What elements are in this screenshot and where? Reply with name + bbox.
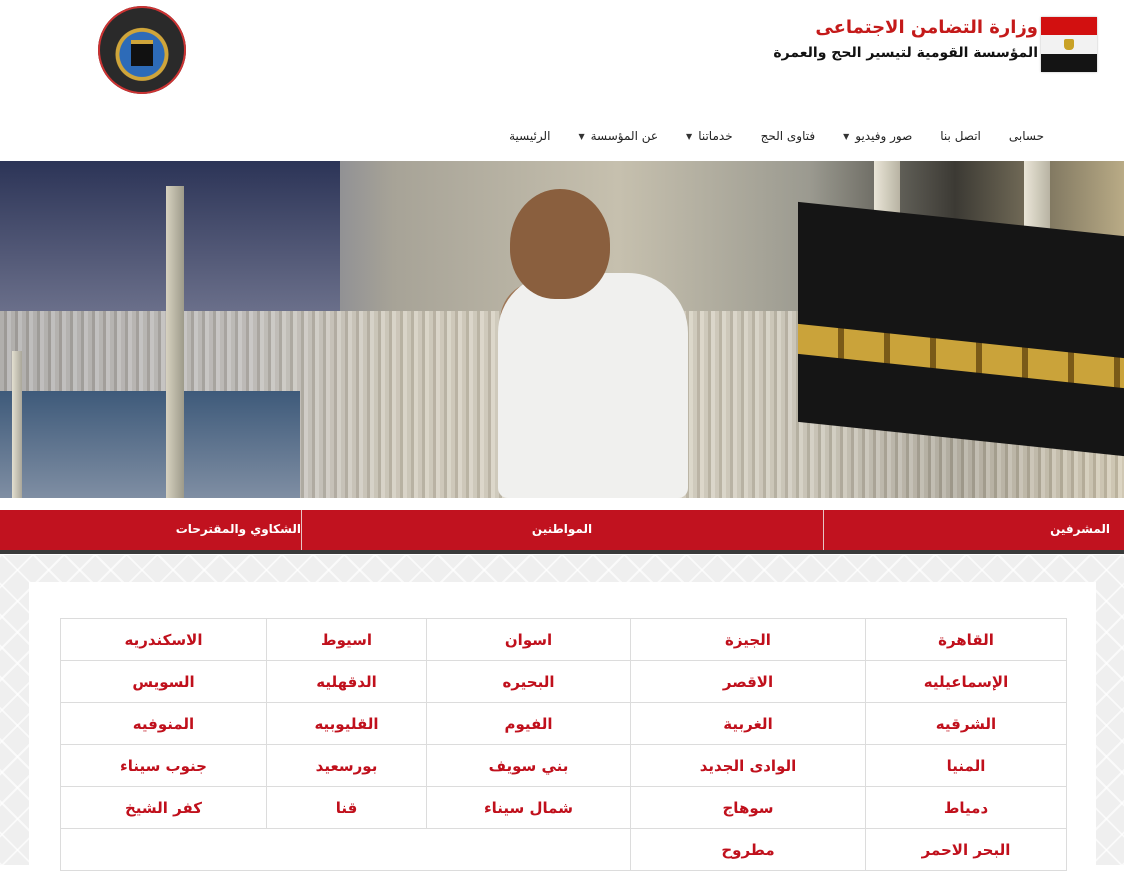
governorate-link[interactable]: البحر الاحمر <box>866 829 1067 871</box>
egypt-flag-icon <box>1041 17 1097 72</box>
nav-contact[interactable] <box>926 129 995 143</box>
governorate-link[interactable]: قنا <box>267 787 427 829</box>
chevron-down-icon: ▼ <box>843 131 850 141</box>
nav-label: صور وفيديو <box>855 129 913 143</box>
table-row <box>61 745 1067 787</box>
governorate-link[interactable]: الجيزة <box>631 619 866 661</box>
nav-fatwas[interactable] <box>747 129 830 143</box>
governorate-link[interactable]: الاقصر <box>631 661 866 703</box>
governorate-link[interactable]: اسيوط <box>267 619 427 661</box>
main-nav <box>495 120 1058 152</box>
governorate-link[interactable]: القاهرة <box>866 619 1067 661</box>
governorate-link[interactable]: السويس <box>61 661 267 703</box>
nav-home[interactable] <box>495 129 564 143</box>
eagle-emblem-icon <box>1064 39 1074 50</box>
governorate-link[interactable]: الغربية <box>631 703 866 745</box>
governorate-link[interactable]: المنوفيه <box>61 703 267 745</box>
governorate-link[interactable]: الشرقيه <box>866 703 1067 745</box>
table-row <box>61 787 1067 829</box>
nav-account[interactable] <box>995 129 1058 143</box>
table-row <box>61 829 1067 871</box>
governorate-link[interactable]: بني سويف <box>427 745 631 787</box>
governorates-table <box>60 618 1067 871</box>
foundation-logo[interactable] <box>98 6 186 94</box>
governorate-link[interactable]: اسوان <box>427 619 631 661</box>
nav-services[interactable] <box>672 129 747 143</box>
governorate-link[interactable]: سوهاج <box>631 787 866 829</box>
nav-label: عن المؤسسة <box>590 129 659 143</box>
governorate-link[interactable]: دمياط <box>866 787 1067 829</box>
governorate-link[interactable]: جنوب سيناء <box>61 745 267 787</box>
governorate-link[interactable]: المنيا <box>866 745 1067 787</box>
nav-label: الرئيسية <box>509 129 551 143</box>
table-row <box>61 661 1067 703</box>
governorate-link[interactable]: الفيوم <box>427 703 631 745</box>
governorate-link[interactable]: كفر الشيخ <box>61 787 267 829</box>
chevron-down-icon: ▼ <box>686 131 693 141</box>
kaaba-icon <box>131 40 153 66</box>
governorate-link[interactable]: البحيره <box>427 661 631 703</box>
hero-banner-image <box>0 161 1124 498</box>
ministry-subtitle: المؤسسة القومية لتيسير الحج والعمرة <box>773 45 1038 61</box>
nav-label: اتصل بنا <box>940 129 981 143</box>
governorate-link[interactable]: شمال سيناء <box>427 787 631 829</box>
governorate-link[interactable]: القليوبيه <box>267 703 427 745</box>
nav-media[interactable] <box>829 129 926 143</box>
empty-cell <box>61 829 631 871</box>
governorate-link[interactable]: الإسماعيليه <box>866 661 1067 703</box>
nav-label: خدماتنا <box>698 129 733 143</box>
ministry-title: وزارة التضامن الاجتماعى <box>815 17 1038 38</box>
nav-about[interactable] <box>564 129 672 143</box>
tab-complaints[interactable]: الشكاوي والمقترحات <box>175 522 301 536</box>
governorate-link[interactable]: بورسعيد <box>267 745 427 787</box>
section-tabs <box>0 510 1124 554</box>
table-row <box>61 703 1067 745</box>
site-header <box>0 0 1124 112</box>
table-row <box>61 619 1067 661</box>
nav-label: حسابى <box>1008 129 1044 143</box>
governorate-link[interactable]: الوادى الجديد <box>631 745 866 787</box>
governorate-link[interactable]: الدقهليه <box>267 661 427 703</box>
governorate-link[interactable]: الاسكندريه <box>61 619 267 661</box>
tab-citizens[interactable]: المواطنين <box>301 510 822 550</box>
tab-supervisors[interactable]: المشرفين <box>823 510 1124 550</box>
nav-label: فتاوى الحج <box>760 129 816 143</box>
governorate-link[interactable]: مطروح <box>631 829 866 871</box>
chevron-down-icon: ▼ <box>578 131 585 141</box>
